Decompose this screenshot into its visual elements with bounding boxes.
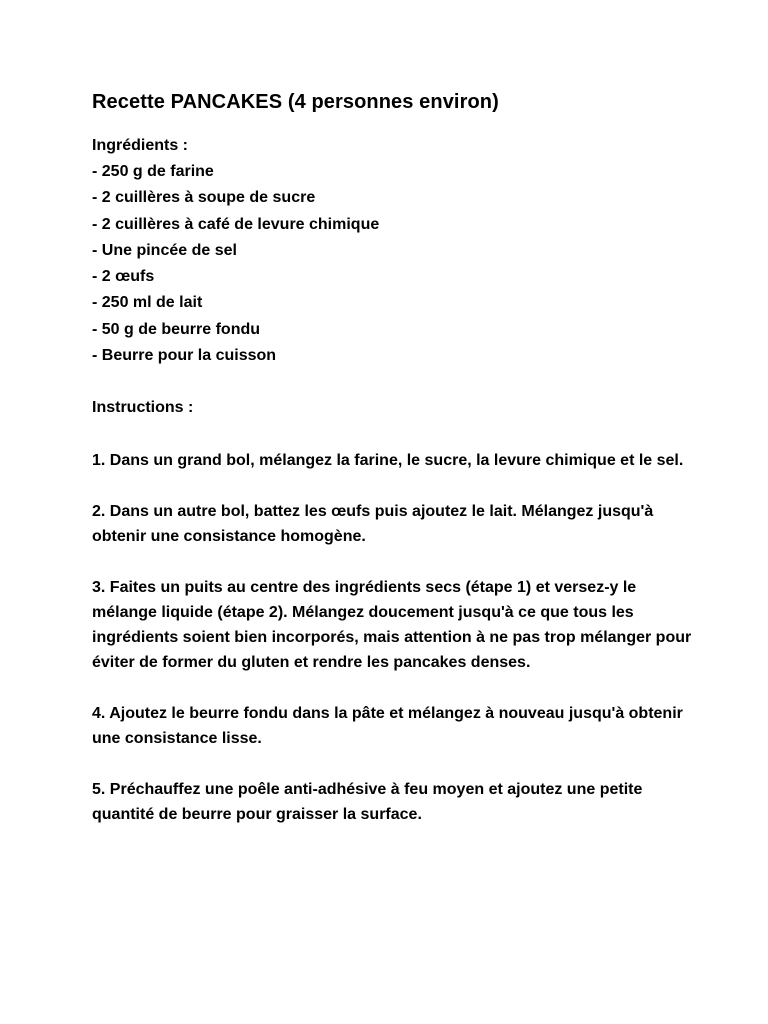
ingredient-item: - Beurre pour la cuisson [92, 347, 277, 365]
ingredient-list [92, 159, 692, 369]
ingredient-item: - 2 œufs [92, 268, 155, 286]
ingredient-item: - Une pincée de sel [92, 241, 237, 259]
instructions-heading: Instructions : [92, 399, 194, 417]
instruction-step-5: 5. Préchauffez une poêle anti-adhésive à feu moyen et ajoutez une petite quantité de beurre pour graisser la surface. [92, 781, 643, 824]
instruction-steps [92, 448, 692, 827]
instruction-step-3: 3. Faites un puits au centre des ingrédients secs (étape 1) et versez-y le mélange liquide (étape 2). Mélangez doucement jusqu'à ce que tous les ingrédients soient bien incorporés, mais attention à ne pas trop mélanger pour éviter de former du gluten et rendre les pancakes denses. [92, 579, 692, 672]
recipe-title: Recette PANCAKES (4 personnes environ) [92, 91, 499, 113]
instruction-step-2: 2. Dans un autre bol, battez les œufs puis ajoutez le lait. Mélangez jusqu'à obtenir une consistance homogène. [92, 503, 654, 546]
ingredient-item: - 250 g de farine [92, 163, 214, 180]
instruction-step-1: 1. Dans un grand bol, mélangez la farine, le sucre, la levure chimique et le sel. [92, 452, 684, 470]
ingredient-item: - 2 cuillères à café de levure chimique [92, 215, 380, 233]
ingredients-heading: Ingrédients : [92, 137, 189, 154]
recipe-page [92, 88, 692, 827]
ingredient-item: - 50 g de beurre fondu [92, 320, 261, 338]
ingredient-item: - 2 cuillères à soupe de sucre [92, 189, 316, 207]
ingredient-item: - 250 ml de lait [92, 294, 203, 312]
instruction-step-4: 4. Ajoutez le beurre fondu dans la pâte et mélangez à nouveau jusqu'à obtenir une consistance lisse. [92, 705, 683, 748]
